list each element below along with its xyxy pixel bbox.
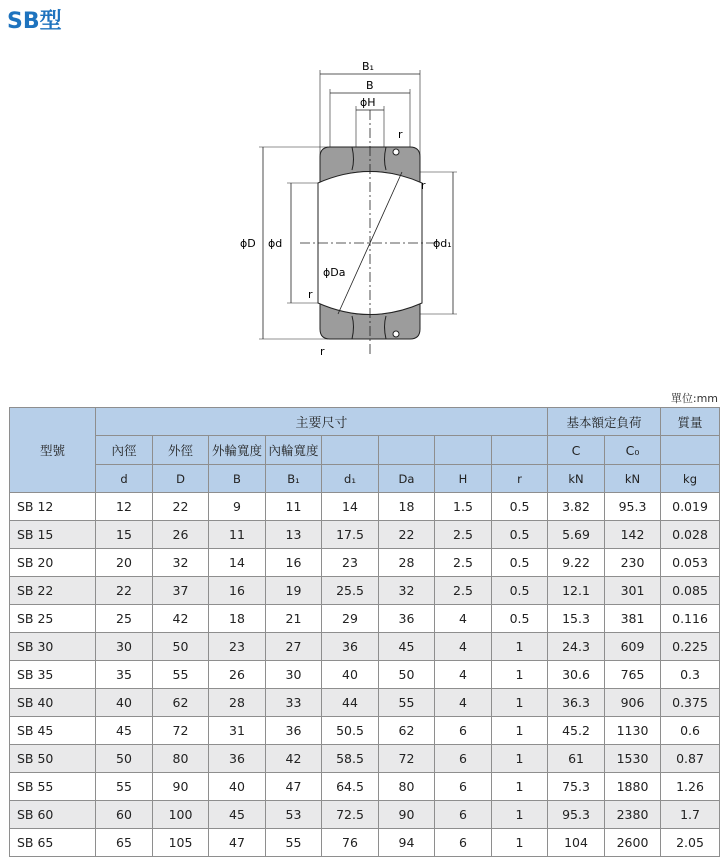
value-cell: 25 [96,605,153,633]
value-cell: 18 [379,493,435,521]
value-cell: 40 [96,689,153,717]
value-cell: 15 [96,521,153,549]
value-cell: 36 [209,745,266,773]
header-basic-load-rating: 基本額定負荷 [548,408,661,436]
value-cell: 50 [379,661,435,689]
value-cell: 0.225 [661,633,720,661]
model-cell: SB 40 [10,689,96,717]
header-col-zh: 外徑 [153,436,209,465]
value-cell: 61 [548,745,605,773]
header-col-zh [435,436,492,465]
bearing-cross-section-diagram [225,58,485,358]
value-cell: 1130 [605,717,661,745]
header-mass-blank [661,436,720,465]
table-row [10,493,720,521]
header-col-sym: D [153,465,209,493]
value-cell: 381 [605,605,661,633]
value-cell: 62 [153,689,209,717]
value-cell: 32 [153,549,209,577]
value-cell: 12.1 [548,577,605,605]
value-cell: 1880 [605,773,661,801]
value-cell: 44 [322,689,379,717]
model-cell: SB 15 [10,521,96,549]
header-main-dimensions: 主要尺寸 [96,408,548,436]
value-cell: 28 [209,689,266,717]
model-cell: SB 65 [10,829,96,857]
value-cell: 25.5 [322,577,379,605]
value-cell: 2.5 [435,577,492,605]
value-cell: 29 [322,605,379,633]
value-cell: 0.6 [661,717,720,745]
table-row [10,689,720,717]
header-col-sym: d [96,465,153,493]
value-cell: 3.82 [548,493,605,521]
header-load-sym: C₀ [605,436,661,465]
value-cell: 22 [379,521,435,549]
value-cell: 33 [266,689,322,717]
value-cell: 26 [153,521,209,549]
value-cell: 18 [209,605,266,633]
value-cell: 1.7 [661,801,720,829]
value-cell: 64.5 [322,773,379,801]
value-cell: 36.3 [548,689,605,717]
value-cell: 55 [379,689,435,717]
value-cell: 1 [492,633,548,661]
value-cell: 6 [435,745,492,773]
value-cell: 4 [435,689,492,717]
value-cell: 95.3 [548,801,605,829]
header-load-unit: kN [548,465,605,493]
value-cell: 11 [209,521,266,549]
unit-label: 單位:mm [670,392,718,405]
value-cell: 0.3 [661,661,720,689]
value-cell: 0.5 [492,577,548,605]
value-cell: 50 [96,745,153,773]
value-cell: 0.5 [492,521,548,549]
model-cell: SB 60 [10,801,96,829]
header-col-zh: 內輪寬度 [266,436,322,465]
table-row [10,773,720,801]
header-model: 型號 [10,408,96,493]
model-cell: SB 25 [10,605,96,633]
value-cell: 142 [605,521,661,549]
value-cell: 0.019 [661,493,720,521]
value-cell: 42 [153,605,209,633]
table-row [10,633,720,661]
header-col-sym: d₁ [322,465,379,493]
value-cell: 1 [492,773,548,801]
label-D: ϕD [240,237,256,250]
table-row [10,801,720,829]
value-cell: 30 [266,661,322,689]
value-cell: 14 [209,549,266,577]
value-cell: 23 [209,633,266,661]
value-cell: 1530 [605,745,661,773]
value-cell: 4 [435,605,492,633]
label-r-bottom: r [320,345,325,358]
value-cell: 1.26 [661,773,720,801]
value-cell: 9 [209,493,266,521]
value-cell: 15.3 [548,605,605,633]
value-cell: 16 [209,577,266,605]
label-b: B [366,79,374,92]
header-load-sym: C [548,436,605,465]
model-cell: SB 45 [10,717,96,745]
value-cell: 0.5 [492,549,548,577]
value-cell: 80 [153,745,209,773]
value-cell: 94 [379,829,435,857]
value-cell: 32 [379,577,435,605]
value-cell: 40 [209,773,266,801]
value-cell: 6 [435,773,492,801]
table-row [10,521,720,549]
value-cell: 45 [209,801,266,829]
value-cell: 45 [379,633,435,661]
specification-table [9,407,720,857]
header-col-zh: 內徑 [96,436,153,465]
value-cell: 1 [492,689,548,717]
value-cell: 26 [209,661,266,689]
model-cell: SB 30 [10,633,96,661]
value-cell: 80 [379,773,435,801]
label-r-left: r [308,288,313,301]
value-cell: 9.22 [548,549,605,577]
value-cell: 1.5 [435,493,492,521]
value-cell: 47 [209,829,266,857]
value-cell: 301 [605,577,661,605]
header-col-sym: Da [379,465,435,493]
value-cell: 0.375 [661,689,720,717]
value-cell: 65 [96,829,153,857]
value-cell: 12 [96,493,153,521]
value-cell: 2380 [605,801,661,829]
value-cell: 906 [605,689,661,717]
value-cell: 58.5 [322,745,379,773]
value-cell: 36 [379,605,435,633]
label-h: ϕH [360,96,376,109]
table-row [10,605,720,633]
value-cell: 90 [153,773,209,801]
value-cell: 1 [492,745,548,773]
value-cell: 14 [322,493,379,521]
header-col-zh [379,436,435,465]
value-cell: 35 [96,661,153,689]
value-cell: 40 [322,661,379,689]
value-cell: 28 [379,549,435,577]
value-cell: 30 [96,633,153,661]
table-row [10,717,720,745]
value-cell: 72 [379,745,435,773]
value-cell: 2.5 [435,521,492,549]
value-cell: 17.5 [322,521,379,549]
value-cell: 75.3 [548,773,605,801]
label-Da: ϕDa [323,266,346,279]
table-row [10,661,720,689]
value-cell: 104 [548,829,605,857]
value-cell: 230 [605,549,661,577]
header-col-zh [322,436,379,465]
value-cell: 23 [322,549,379,577]
value-cell: 0.028 [661,521,720,549]
page-title: SB型 [7,9,62,34]
value-cell: 16 [266,549,322,577]
value-cell: 76 [322,829,379,857]
value-cell: 31 [209,717,266,745]
value-cell: 55 [96,773,153,801]
value-cell: 4 [435,661,492,689]
model-cell: SB 50 [10,745,96,773]
model-cell: SB 22 [10,577,96,605]
value-cell: 0.5 [492,493,548,521]
value-cell: 2.5 [435,549,492,577]
value-cell: 72 [153,717,209,745]
header-col-sym: r [492,465,548,493]
value-cell: 6 [435,829,492,857]
value-cell: 95.3 [605,493,661,521]
label-d: ϕd [268,237,283,250]
header-load-unit: kN [605,465,661,493]
value-cell: 45.2 [548,717,605,745]
header-mass: 質量 [661,408,720,436]
value-cell: 50 [153,633,209,661]
value-cell: 19 [266,577,322,605]
value-cell: 50.5 [322,717,379,745]
value-cell: 30.6 [548,661,605,689]
table-row [10,745,720,773]
value-cell: 90 [379,801,435,829]
header-mass-unit: kg [661,465,720,493]
label-b1: B₁ [362,60,374,73]
value-cell: 0.87 [661,745,720,773]
value-cell: 72.5 [322,801,379,829]
value-cell: 2600 [605,829,661,857]
value-cell: 27 [266,633,322,661]
value-cell: 5.69 [548,521,605,549]
value-cell: 55 [266,829,322,857]
value-cell: 4 [435,633,492,661]
value-cell: 105 [153,829,209,857]
value-cell: 55 [153,661,209,689]
value-cell: 37 [153,577,209,605]
value-cell: 22 [96,577,153,605]
table-body [10,493,720,857]
value-cell: 0.085 [661,577,720,605]
header-col-sym: H [435,465,492,493]
value-cell: 1 [492,801,548,829]
value-cell: 6 [435,801,492,829]
header-col-zh [492,436,548,465]
value-cell: 0.053 [661,549,720,577]
table-row [10,829,720,857]
table-row [10,549,720,577]
label-d1: ϕd₁ [433,237,452,250]
value-cell: 2.05 [661,829,720,857]
value-cell: 100 [153,801,209,829]
value-cell: 22 [153,493,209,521]
model-cell: SB 55 [10,773,96,801]
value-cell: 1 [492,829,548,857]
model-cell: SB 20 [10,549,96,577]
value-cell: 42 [266,745,322,773]
model-cell: SB 12 [10,493,96,521]
value-cell: 13 [266,521,322,549]
value-cell: 1 [492,717,548,745]
value-cell: 45 [96,717,153,745]
header-col-sym: B₁ [266,465,322,493]
header-col-zh: 外輪寬度 [209,436,266,465]
value-cell: 21 [266,605,322,633]
header-col-sym: B [209,465,266,493]
value-cell: 36 [322,633,379,661]
table-row [10,577,720,605]
value-cell: 0.116 [661,605,720,633]
value-cell: 609 [605,633,661,661]
value-cell: 6 [435,717,492,745]
value-cell: 60 [96,801,153,829]
value-cell: 24.3 [548,633,605,661]
value-cell: 36 [266,717,322,745]
model-cell: SB 35 [10,661,96,689]
value-cell: 53 [266,801,322,829]
value-cell: 0.5 [492,605,548,633]
label-r-top: r [398,128,403,141]
label-r-right: r [421,179,426,192]
value-cell: 20 [96,549,153,577]
value-cell: 1 [492,661,548,689]
value-cell: 765 [605,661,661,689]
value-cell: 62 [379,717,435,745]
value-cell: 47 [266,773,322,801]
value-cell: 11 [266,493,322,521]
